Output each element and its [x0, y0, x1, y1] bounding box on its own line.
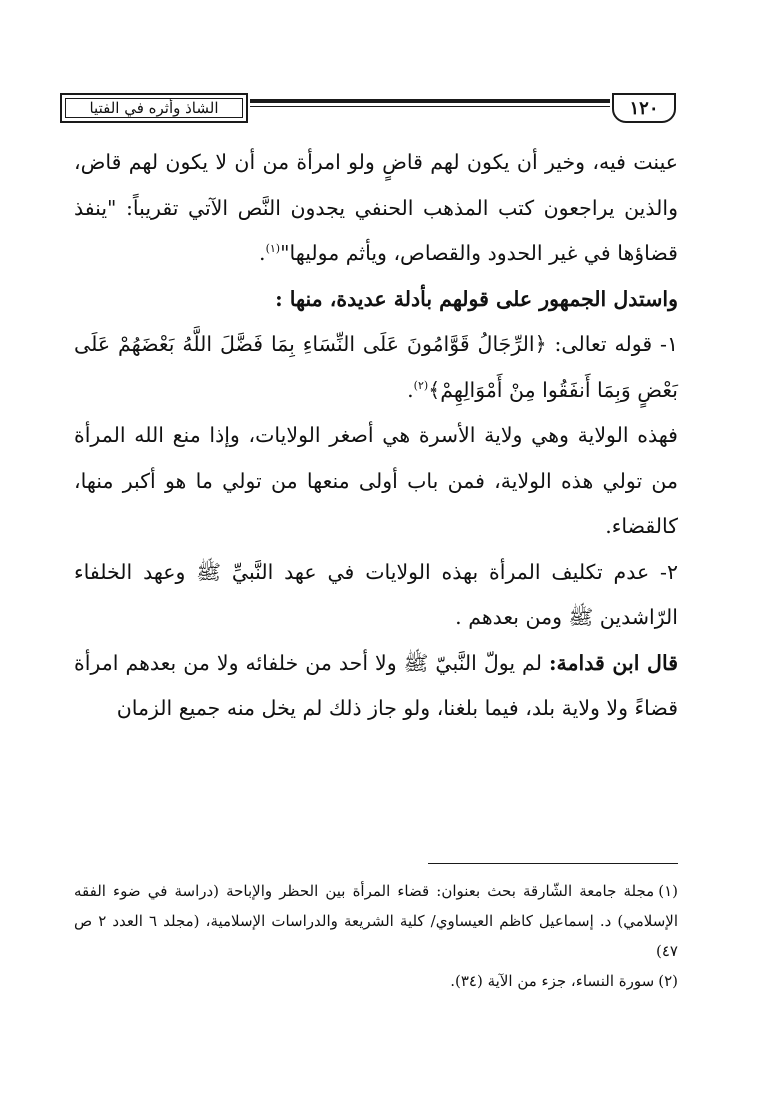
- explanation-paragraph: فهذه الولاية وهي ولاية الأسرة هي أصغر الولايات، وإذا منع الله المرأة من تولي هذه الولاية، فمن باب أولى منعها من تولي ما هو أكبر منها، كالقضاء.: [74, 423, 678, 538]
- running-title-box: [60, 93, 248, 123]
- footnote-ref-1: (١): [265, 242, 281, 256]
- footnote-2: (٢)سورة النساء، جزء من الآية (٣٤).: [450, 972, 678, 990]
- section-heading: واستدل الجمهور على قولهم بأدلة عديدة، منها :: [275, 286, 678, 311]
- page-number: ١٢٠: [612, 93, 676, 123]
- footnote-ref-2: (٢): [413, 378, 429, 392]
- ibn-qudama-quote: قال ابن قدامة: لم يولّ النَّبيّ ﷺ ولا أحد من خلفائه ولا من بعدهم امرأة قضاءً ولا ولاية بلد، فيما بلغنا، ولو جاز ذلك لم يخل منه جميع الزمان: [74, 650, 678, 720]
- book-title: الشاذ وأثره في الفتيا: [89, 99, 219, 117]
- footnote-separator: [428, 863, 678, 864]
- quote-label: قال ابن قدامة:: [548, 650, 678, 675]
- header-rule-thin: [250, 106, 610, 107]
- header-rule: [250, 99, 610, 103]
- evidence-item-1: ١- قوله تعالى: ﴿الرِّجَالُ قَوَّامُونَ عَلَى النِّسَاءِ بِمَا فَضَّلَ اللَّهُ بَعْضَهُمْ عَلَى بَعْضٍ وَبِمَا أَنفَقُوا مِنْ أَمْوَالِهِمْ﴾$^{(٢)}$.: [74, 332, 678, 402]
- quran-verse: ﴿الرِّجَالُ قَوَّامُونَ عَلَى النِّسَاءِ بِمَا فَضَّلَ اللَّهُ بَعْضَهُمْ عَلَى بَعْضٍ وَبِمَا أَنفَقُوا مِنْ أَمْوَالِهِمْ﴾: [74, 332, 678, 402]
- page-header: [60, 93, 676, 127]
- main-text: [74, 140, 678, 732]
- footnotes: [74, 876, 678, 996]
- footnote-1: (١)مجلة جامعة الشّارقة بحث بعنوان: قضاء المرأة بين الحظر والإباحة (دراسة في ضوء الفقه الإسلامي) د. إسماعيل كاظم العيساوي/ كلية الشريعة والدراسات الإسلامية، (مجلد ٦ العدد ٢ ص ٤٧): [74, 882, 678, 960]
- paragraph-continuation: عينت فيه، وخير أن يكون لهم قاضٍ ولو امرأة من أن لا يكون لهم قاض، والذين يراجعون كتب المذهب الحنفي يجدون النَّص الآتي تقريباً: "ينفذ قضاؤها في غير الحدود والقصاص، ويأثم موليها"$^{(١)}$.: [74, 150, 678, 265]
- evidence-item-2: ٢- عدم تكليف المرأة بهذه الولايات في عهد النَّبيِّ ﷺ وعهد الخلفاء الرّاشدين ﷺ ومن بعدهم .: [74, 559, 678, 629]
